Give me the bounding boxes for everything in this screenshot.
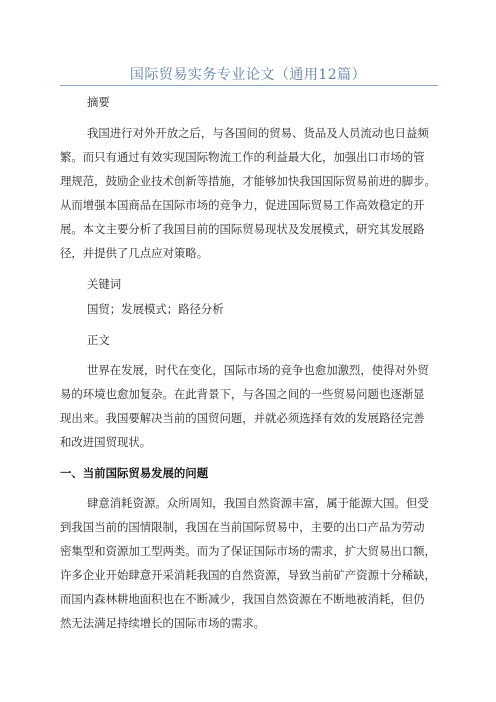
section1-line-5: 而国内森林耕地面积也在不断减少，我国自然资源在不断地被消耗，但仍: [60, 592, 425, 606]
body-line-2: 易的环境也愈加复杂。在此背景下，与各国之间的一些贸易问题也逐渐显: [60, 387, 425, 401]
keywords-text: 国贸；发展模式；路径分析: [87, 302, 224, 316]
section1-line-2: 到我国当前的国情限制，我国在当前国际贸易中，主要的出口产品为劳动: [60, 520, 425, 534]
abstract-line-4: 从而增强本国商品在国际市场的竞争力，促进国际贸易工作高效稳定的开: [60, 198, 425, 212]
section1-line-1: 肆意消耗资源。众所周知，我国自然资源丰富，属于能源大国。但受: [87, 496, 429, 510]
abstract-line-2: 繁。而只有通过有效实现国际物流工作的利益最大化，加强出口市场的管: [60, 150, 425, 164]
section1-line-4: 许多企业开始肆意开采消耗我国的自然资源，导致当前矿产资源十分稀缺，: [60, 568, 436, 582]
body-label: 正文: [87, 333, 110, 347]
abstract-line-5: 展。本文主要分析了我国目前的国际贸易现状及发展模式，研究其发展路: [60, 222, 425, 236]
section1-line-6: 然无法满足持续增长的国际市场的需求。: [60, 616, 266, 630]
abstract-label: 摘要: [87, 95, 110, 109]
document-title: 国际贸易实务专业论文（通用12篇）: [129, 67, 367, 83]
body-line-1: 世界在发展，时代在变化，国际市场的竞争也愈加激烈，使得对外贸: [87, 363, 429, 377]
title-underline: [60, 85, 438, 86]
section1-line-3: 密集型和资源加工型两类。而为了保证国际市场的需求，扩大贸易出口额，: [60, 544, 436, 558]
keywords-label: 关键词: [87, 277, 122, 291]
abstract-line-6: 径，并提供了几点应对策略。: [60, 246, 209, 260]
abstract-line-3: 理规范，鼓励企业技术创新等措施，才能够加快我国国际贸易前进的脚步。: [60, 174, 436, 188]
section1-heading: 一、当前国际贸易发展的问题: [60, 466, 209, 480]
abstract-line-1: 我国进行对外开放之后，与各国间的贸易、货品及人员流动也日益频: [87, 126, 429, 140]
body-line-4: 和改进国贸现状。: [60, 435, 152, 449]
body-line-3: 现出来。我国要解决当前的国贸问题，并就必须选择有效的发展路径完善: [60, 411, 425, 425]
